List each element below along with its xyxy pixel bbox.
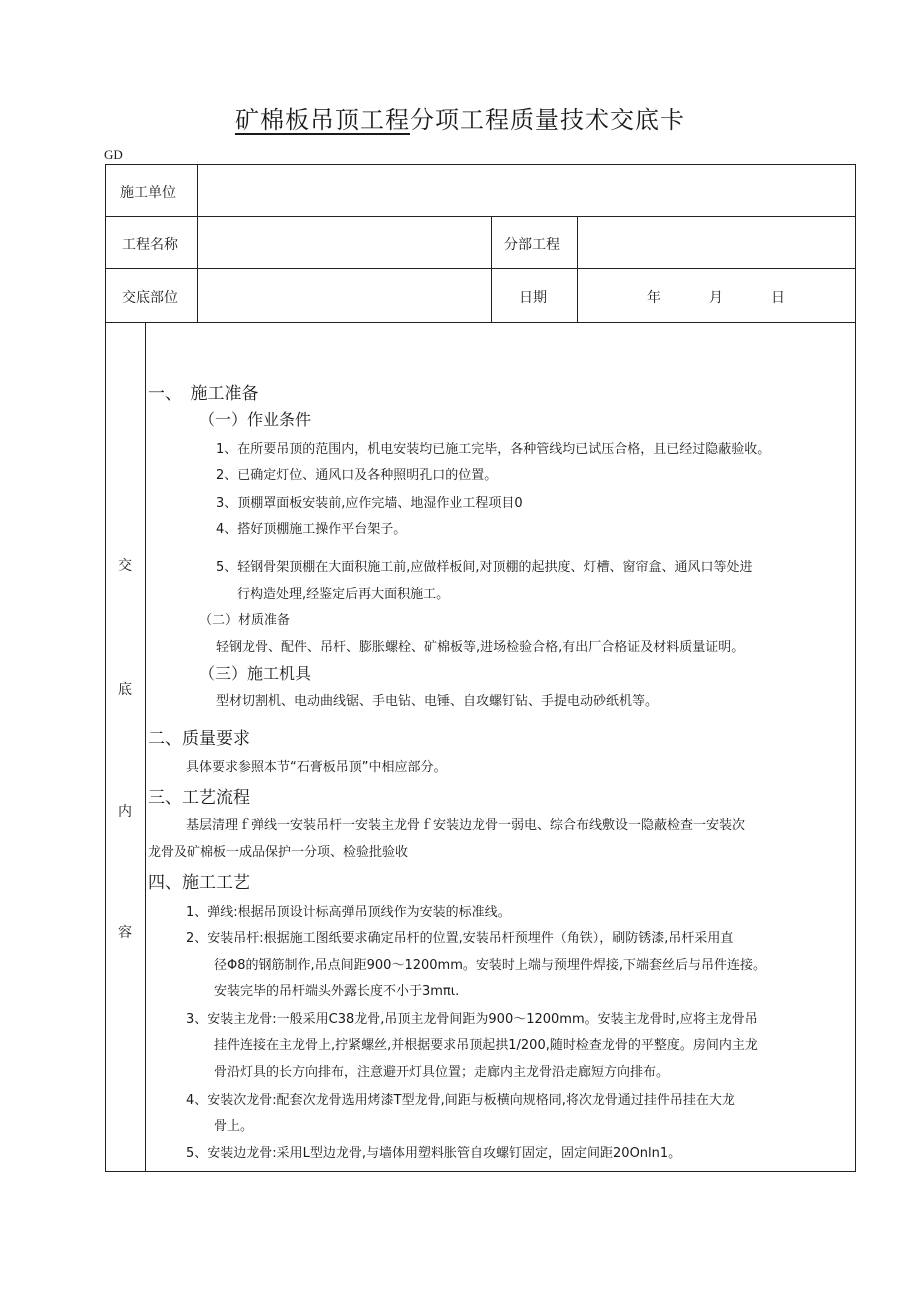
side-label-char: 交 <box>118 558 132 574</box>
subsection-heading: （一）作业条件 <box>199 410 312 429</box>
list-item: 4、搭好顶棚施工操作平台架子。 <box>216 522 407 537</box>
list-item-cont: 骨沿灯具的长方向排布，注意避开灯具位置；走廊内主龙骨沿走廊短方向排布。 <box>214 1065 670 1080</box>
list-item-cont: 安装完毕的吊杆端头外露长度不小于3mπι. <box>214 984 460 999</box>
list-item: 3、安装主龙骨:一般采用C38龙骨,吊顶主龙骨间距为900～1200mm。安装主龙骨时,应将主龙骨吊 <box>186 1012 758 1027</box>
construction-unit-label: 施工单位 <box>120 185 176 201</box>
table-border-top <box>105 164 856 165</box>
list-item-cont: 行构造处理,经鉴定后再大面积施工。 <box>237 587 450 602</box>
sub-project-label: 分部工程 <box>504 237 560 253</box>
col-divider <box>145 322 146 1171</box>
row-divider <box>105 216 856 217</box>
project-name-label: 工程名称 <box>122 237 178 253</box>
list-item-cont: 挂件连接在主龙骨上,拧紧螺丝,并根据要求吊顶起拱1/200,随时检查龙骨的平整度。房间内主龙 <box>214 1038 758 1053</box>
list-item: 5、轻钢骨架顶棚在大面积施工前,应做样板间,对顶棚的起拱度、灯槽、窗帘盒、通风口等处进 <box>216 560 753 575</box>
list-item: 3、顶棚罩面板安装前,应作完墙、地湿作业工程项目0 <box>216 496 523 511</box>
page-title <box>0 100 920 135</box>
title-project: 矿棉板吊顶工程 <box>235 106 410 134</box>
doc-code: GD <box>104 147 123 162</box>
list-item: 2、已确定灯位、通风口及各种照明孔口的位置。 <box>216 468 498 483</box>
list-item-cont: 径Φ8的钢筋制作,吊点间距900～1200mm。安装时上端与预埋件焊接,下端套丝后与吊件连接。 <box>214 958 766 973</box>
side-label-char: 内 <box>118 804 132 820</box>
row-divider <box>105 322 856 323</box>
list-item-cont: 骨上。 <box>214 1119 254 1134</box>
handover-part-label: 交底部位 <box>122 290 178 306</box>
list-item: 1、弹线:根据吊顶设计标高弹吊顶线作为安装的标准线。 <box>186 905 511 920</box>
section-heading: 二、质量要求 <box>148 729 250 749</box>
list-item: 4、安装次龙骨:配套次龙骨选用烤漆T型龙骨,间距与板横向规格同,将次龙骨通过挂件吊挂在大龙 <box>186 1093 735 1108</box>
col-divider <box>577 216 578 322</box>
table-border-left <box>105 164 106 1172</box>
table-border-bottom <box>105 1171 856 1172</box>
col-divider <box>491 216 492 322</box>
section-heading: 四、施工工艺 <box>148 873 250 893</box>
paragraph: 具体要求参照本节“石膏板吊顶”中相应部分。 <box>186 760 447 775</box>
list-item: 1、在所要吊顶的范围内，机电安装均已施工完毕，各种管线均已试压合格，且已经过隐蔽验收。 <box>216 442 771 457</box>
title-suffix: 分项工程质量技术交底卡 <box>410 106 685 134</box>
table-border-right <box>855 164 856 1172</box>
date-day: 日 <box>771 290 785 306</box>
date-label: 日期 <box>519 290 547 306</box>
subsection-heading: （三）施工机具 <box>199 664 312 683</box>
date-month: 月 <box>709 290 723 306</box>
date-year: 年 <box>647 290 661 306</box>
side-label-char: 容 <box>118 925 132 941</box>
side-label-char: 底 <box>118 682 132 698</box>
section-heading: 三、工艺流程 <box>148 788 250 808</box>
section-heading: 一、 施工准备 <box>148 384 259 404</box>
paragraph: 型材切割机、电动曲线锯、手电钻、电锤、自攻螺钉钻、手提电动砂纸机等。 <box>216 694 659 709</box>
paragraph-cont: 龙骨及矿棉板一成品保护一分项、检验批验收 <box>148 845 409 860</box>
row-divider <box>105 268 856 269</box>
list-item: 2、安装吊杆:根据施工图纸要求确定吊杆的位置,安装吊杆预埋件（角铁），刷防锈漆,吊杆采用直 <box>186 931 734 946</box>
list-item: 5、安装边龙骨:采用L型边龙骨,与墙体用塑料胀管自攻螺钉固定，固定间距20Onln1。 <box>186 1146 682 1161</box>
paragraph: 轻钢龙骨、配件、吊杆、膨胀螺栓、矿棉板等,进场检验合格,有出厂合格证及材料质量证明。 <box>216 640 745 655</box>
subsection-heading: （二）材质准备 <box>199 613 291 628</box>
paragraph: 基层清理ｆ弹线一安装吊杆一安装主龙骨ｆ安装边龙骨一弱电、综合布线敷设一隐蔽检查一安装次 <box>186 818 746 833</box>
col-divider <box>197 164 198 322</box>
